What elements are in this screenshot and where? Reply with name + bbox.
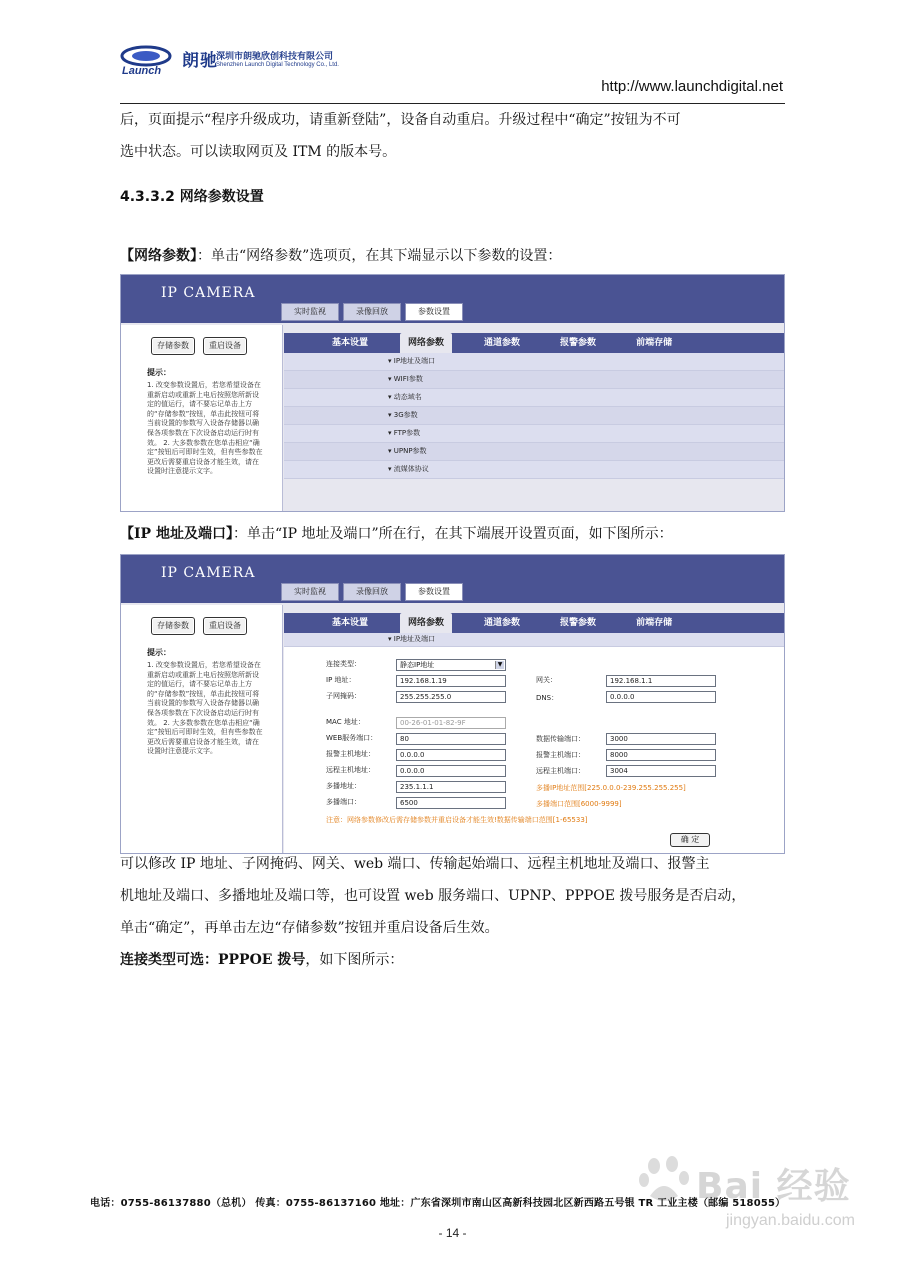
nav-network[interactable]: 网络参数 (400, 613, 452, 633)
camera-title: IP CAMERA (161, 565, 256, 581)
tab-settings[interactable]: 参数设置 (405, 303, 463, 321)
tips-heading: 提示： (147, 648, 171, 657)
camera-tabs (281, 583, 467, 601)
section-row-ip[interactable]: ▾ IP地址及端口 (284, 633, 784, 647)
ip-port-form (284, 647, 784, 853)
ip-port-text: ：单击“IP 地址及端口”所在行，在其下端展开设置页面，如下图所示： (232, 526, 673, 542)
conn-type-rest: ，如下图所示： (305, 952, 404, 968)
mcast-addr-range: 多播IP地址范围[225.0.0.0-239.255.255.255] (536, 784, 686, 792)
expanded-section (284, 633, 784, 647)
remote-port-label: 远程主机端口： (536, 767, 585, 775)
reboot-button[interactable]: 重启设备 (203, 617, 247, 635)
save-params-button[interactable]: 存储参数 (151, 617, 195, 635)
reboot-button[interactable]: 重启设备 (203, 337, 247, 355)
camera-title: IP CAMERA (161, 285, 256, 301)
camera-nav (284, 333, 784, 353)
ip-input[interactable]: 192.168.1.19 (396, 675, 506, 687)
tips-heading: 提示： (147, 368, 171, 377)
tab-playback[interactable]: 录像回放 (343, 583, 401, 601)
alarm-port-input[interactable]: 8000 (606, 749, 716, 761)
company-name-cn: 深圳市朗驰欣创科技有限公司 (216, 52, 334, 62)
camera-screenshot-1 (120, 274, 785, 512)
nav-alarm[interactable]: 报警参数 (560, 338, 597, 348)
alarm-host-label: 报警主机地址： (326, 750, 375, 758)
page-number: - 14 - (438, 1226, 467, 1240)
section-row-upnp[interactable]: ▾ UPNP参数 (284, 443, 784, 461)
section-row-3g[interactable]: ▾ 3G参数 (284, 407, 784, 425)
watermark-url: jingyan.baidu.com (726, 1212, 855, 1229)
mac-input: 00-26-01-01-82-9F (396, 717, 506, 729)
save-params-button[interactable]: 存储参数 (151, 337, 195, 355)
nav-storage[interactable]: 前端存储 (636, 618, 673, 628)
ip-label: IP 地址： (326, 676, 356, 684)
tips-text: 1. 改变参数设置后，若您希望设备在重新启动或重新上电后按照您所新设定的值运行，请不要忘记单击上方的“存储参数”按钮，单击此按钮可将当前设置的参数写入设备存储器以确保各项参数在下次设备启动运行时有效。 2. 大多数参数在您单击相应“确定”按钮后可即时生效，但有些参数在更改后需要重启设备才能生效，请在设置时注意提示文字。 (147, 381, 263, 476)
section-row-ddns[interactable]: ▾ 动态域名 (284, 389, 784, 407)
watermark-brand: Bai 经验 (696, 1166, 851, 1207)
nav-channel[interactable]: 通道参数 (484, 338, 521, 348)
nav-network[interactable]: 网络参数 (400, 333, 452, 353)
data-port-label: 数据传输端口： (536, 735, 585, 743)
alarm-port-label: 报警主机端口： (536, 751, 585, 759)
conn-type-bold: 连接类型可选：PPPOE 拨号 (120, 952, 306, 968)
data-port-input[interactable]: 3000 (606, 733, 716, 745)
body-line-1: 可以修改 IP 地址、子网掩码、网关、web 端口、传输起始端口、远程主机地址及端口、报警主 (120, 856, 710, 872)
web-port-input[interactable]: 80 (396, 733, 506, 745)
camera-screenshot-2 (120, 554, 785, 854)
body-line-2: 机地址及端口、多播地址及端口等，也可设置 web 服务端口、UPNP、PPPOE 拨号服务是否启动， (120, 888, 746, 904)
camera-left-panel (121, 325, 283, 511)
page-header (120, 40, 785, 104)
nav-channel[interactable]: 通道参数 (484, 618, 521, 628)
nav-alarm[interactable]: 报警参数 (560, 618, 597, 628)
nav-basic[interactable]: 基本设置 (332, 618, 369, 628)
ip-port-bold: 【IP 地址及端口】 (120, 526, 233, 542)
header-url[interactable]: http://www.launchdigital.net (601, 78, 783, 95)
mask-label: 子网掩码： (326, 692, 361, 700)
body-line-4 (120, 944, 785, 976)
ok-button[interactable]: 确 定 (670, 833, 710, 847)
tab-playback[interactable]: 录像回放 (343, 303, 401, 321)
tab-settings[interactable]: 参数设置 (405, 583, 463, 601)
chevron-down-icon: ▼ (495, 661, 504, 669)
tab-live[interactable]: 实时监视 (281, 583, 339, 601)
camera-nav (284, 613, 784, 633)
section-title: 4.3.3.2 网络参数设置 (120, 189, 264, 205)
network-params-paragraph (120, 240, 785, 272)
dns-label: DNS： (536, 694, 559, 702)
camera-top-bar (121, 555, 784, 603)
mcast-addr-label: 多播地址： (326, 782, 361, 790)
body-paragraph (120, 848, 785, 976)
camera-tabs (281, 303, 467, 321)
mcast-addr-input[interactable]: 235.1.1.1 (396, 781, 506, 793)
gateway-input[interactable]: 192.168.1.1 (606, 675, 716, 687)
ip-port-paragraph (120, 518, 785, 550)
web-port-label: WEB服务端口： (326, 734, 378, 742)
intro-line-1: 后，页面提示“程序升级成功，请重新登陆”，设备自动重启。升级过程中“确定”按钮为不可 (120, 112, 681, 128)
body-line-3: 单击“确定”，再单击左边“存储参数”按钮并重启设备后生效。 (120, 920, 499, 936)
logo-cn-text: 朗驰 (182, 51, 218, 71)
conn-type-select[interactable]: 静态IP地址 ▼ (396, 659, 506, 671)
network-params-bold: 【网络参数】 (120, 248, 197, 264)
alarm-host-input[interactable]: 0.0.0.0 (396, 749, 506, 761)
network-params-text: ：单击“网络参数”选项页，在其下端显示以下参数的设置： (197, 248, 562, 264)
network-note: 注意：网络参数修改后需存储参数并重启设备才能生效!数据传输端口范围[1-65533] (326, 816, 588, 824)
conn-type-label: 连接类型： (326, 660, 361, 668)
camera-top-bar (121, 275, 784, 323)
section-row-ftp[interactable]: ▾ FTP参数 (284, 425, 784, 443)
mask-input[interactable]: 255.255.255.0 (396, 691, 506, 703)
company-name-en: Shenzhen Launch Digital Technology Co., Ltd. (216, 62, 339, 68)
remote-host-input[interactable]: 0.0.0.0 (396, 765, 506, 777)
nav-storage[interactable]: 前端存储 (636, 338, 673, 348)
mac-label: MAC 地址： (326, 718, 365, 726)
section-row-streaming[interactable]: ▾ 流媒体协议 (284, 461, 784, 479)
mcast-port-range: 多播端口范围[6000-9999] (536, 800, 622, 808)
camera-left-panel (121, 605, 283, 853)
mcast-port-input[interactable]: 6500 (396, 797, 506, 809)
intro-line-2: 选中状态。可以读取网页及 ITM 的版本号。 (120, 144, 397, 160)
section-row-ip[interactable]: ▾ IP地址及端口 (284, 353, 784, 371)
section-row-wifi[interactable]: ▾ WIFI参数 (284, 371, 784, 389)
logo-word: Launch (122, 65, 162, 77)
tips-text: 1. 改变参数设置后，若您希望设备在重新启动或重新上电后按照您所新设定的值运行，请不要忘记单击上方的“存储参数”按钮，单击此按钮可将当前设置的参数写入设备存储器以确保各项参数在下次设备启动运行时有效。 2. 大多数参数在您单击相应“确定”按钮后可即时生效，但有些参数在更改后需要重启设备才能生效，请在设置时注意提示文字。 (147, 661, 263, 756)
gateway-label: 网关： (536, 676, 557, 684)
company-logo (120, 40, 380, 80)
dns-input[interactable]: 0.0.0.0 (606, 691, 716, 703)
network-sections-list (284, 353, 784, 479)
nav-basic[interactable]: 基本设置 (332, 338, 369, 348)
remote-host-label: 远程主机地址： (326, 766, 375, 774)
tab-live[interactable]: 实时监视 (281, 303, 339, 321)
intro-paragraph (120, 104, 785, 168)
mcast-port-label: 多播端口： (326, 798, 361, 806)
remote-port-input[interactable]: 3004 (606, 765, 716, 777)
footer-contact: 电话：0755-86137880（总机） 传真：0755-86137160 地址：广东省深圳市南山区高新科技园北区新西路五号银 TR 工业主楼（邮编 518055） (90, 1198, 786, 1209)
